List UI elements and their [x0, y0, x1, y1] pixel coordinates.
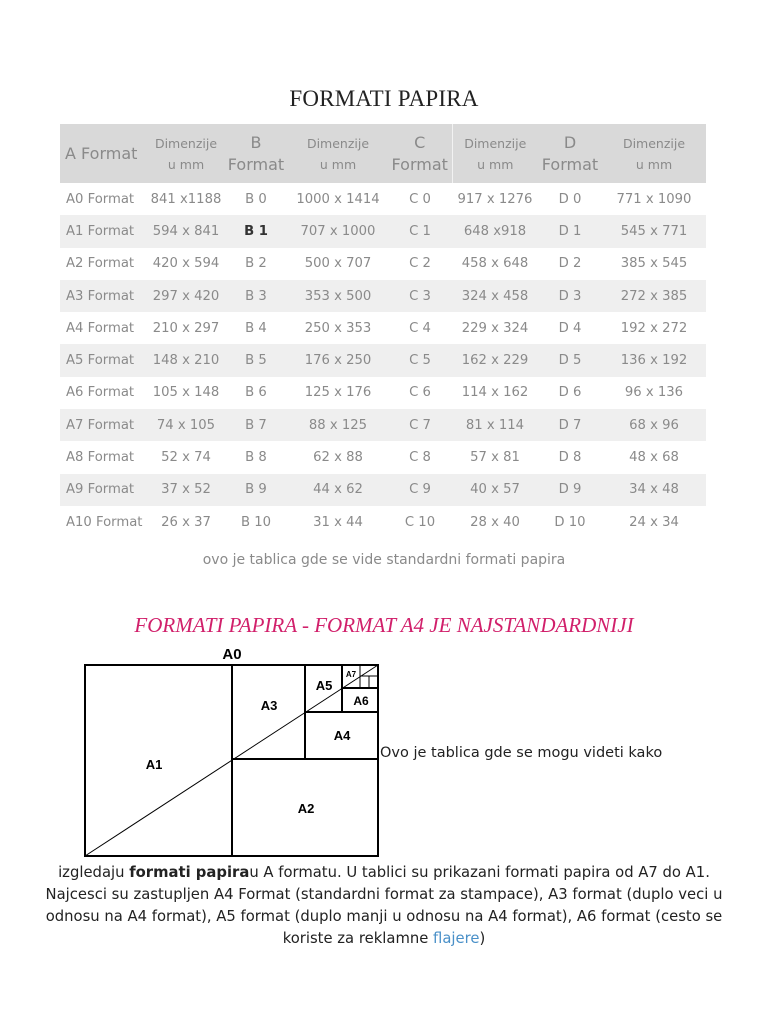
flajere-link[interactable]: flajere	[433, 930, 480, 947]
table-cell: 458 x 648	[461, 256, 529, 272]
paragraph-text: u A formatu. U tablici su prikazani formati papira od A7 do A1. Najcesci su zastupljen A4 Format (standardni format za stampace), A3 format (duplo veci u odnosu na A4 format), A5 format (duplo manji u odnosu na A4 format), A6 format (cesto se koriste za reklamne	[45, 864, 723, 947]
table-cell: C 6	[409, 385, 431, 401]
header-format-line: D	[563, 132, 577, 152]
table-cell: 594 x 841	[148, 215, 224, 247]
table-cell: 385 x 545	[620, 256, 688, 272]
table-cell: A0 Format	[66, 191, 135, 207]
table-cell: C 4	[409, 320, 431, 336]
table-cell: A3 Format	[60, 280, 148, 312]
table-cell: 44 x 62	[288, 474, 388, 506]
header-dims-line: Dimenzije	[154, 135, 218, 151]
header-d-format	[538, 124, 602, 183]
table-cell: D 6	[558, 385, 582, 401]
label-a0: A0	[222, 646, 242, 663]
header-dims-line: u mm	[477, 156, 514, 172]
table-cell: A1 Format	[60, 215, 148, 247]
table-cell: A2 Format	[66, 256, 135, 272]
table-row	[60, 377, 706, 409]
table-row	[60, 506, 706, 538]
table-cell: 420 x 594	[152, 256, 220, 272]
table-cell: A7 Format	[60, 409, 148, 441]
table-cell: 74 x 105	[148, 409, 224, 441]
table-cell: D 10	[554, 514, 586, 530]
section-title: FORMATI PAPIRA - FORMAT A4 JE NAJSTANDARDNIJI	[134, 613, 634, 637]
paragraph-text: izgledaju	[58, 864, 130, 881]
table-cell: 31 x 44	[313, 514, 363, 530]
table-cell: 96 x 136	[624, 385, 684, 401]
table-cell: A5 Format	[60, 344, 148, 376]
header-format-line: C	[414, 132, 426, 152]
table-cell: D 1	[538, 215, 602, 247]
table-cell: 136 x 192	[602, 344, 706, 376]
table-cell: 176 x 250	[288, 344, 388, 376]
table-cell: C 5	[388, 344, 452, 376]
label-a1: A1	[145, 757, 163, 772]
table-cell: 229 x 324	[461, 320, 529, 336]
table-body	[60, 183, 706, 538]
table-row	[60, 441, 706, 473]
table-cell: 1000 x 1414	[296, 191, 380, 207]
table-cell: 52 x 74	[161, 450, 211, 466]
header-format-line: Format	[391, 154, 448, 174]
table-cell: 34 x 48	[602, 474, 706, 506]
header-dims-line: Dimenzije	[464, 135, 527, 151]
label-a5: A5	[315, 678, 333, 693]
table-cell: 68 x 96	[602, 409, 706, 441]
table-cell: C 2	[409, 256, 431, 272]
table-row	[60, 344, 706, 376]
table-row	[60, 248, 706, 280]
table-cell: 62 x 88	[313, 450, 363, 466]
header-dims-line: u mm	[319, 156, 357, 172]
table-row	[60, 474, 706, 506]
diagram-side-text: Ovo je tablica gde se mogu videti kako	[380, 745, 663, 761]
table-cell: 37 x 52	[148, 474, 224, 506]
header-dims-line: u mm	[635, 156, 673, 172]
table-cell: C 3	[388, 280, 452, 312]
header-dims-line: Dimenzije	[622, 135, 686, 151]
table-caption: ovo je tablica gde se vide standardni formati papira	[202, 552, 566, 568]
table-cell: D 4	[558, 320, 582, 336]
paper-formats-table	[60, 124, 706, 538]
table-cell: B 6	[245, 385, 267, 401]
header-b-dimensions	[288, 124, 388, 183]
table-cell: D 3	[538, 280, 602, 312]
table-row	[60, 215, 706, 247]
header-a-dimensions	[148, 124, 224, 183]
table-cell: C 10	[404, 514, 436, 530]
table-cell: B 5	[224, 344, 288, 376]
table-cell: D 2	[558, 256, 582, 272]
header-c-format	[388, 124, 452, 183]
page-title: FORMATI PAPIRA	[289, 86, 479, 111]
table-cell: C 1	[388, 215, 452, 247]
table-cell: 297 x 420	[148, 280, 224, 312]
table-cell: D 0	[558, 191, 582, 207]
table-cell: 545 x 771	[602, 215, 706, 247]
table-cell: B 8	[245, 450, 267, 466]
table-cell: B 1	[224, 215, 288, 247]
table-cell: B 2	[245, 256, 267, 272]
table-cell: C 8	[409, 450, 431, 466]
header-c-dimensions	[452, 124, 538, 183]
table-cell: 648 x918	[452, 215, 538, 247]
description-paragraph	[40, 862, 728, 950]
header-format-line: B	[250, 132, 262, 152]
table-cell: 148 x 210	[148, 344, 224, 376]
paragraph-text: )	[479, 930, 486, 947]
header-dims-line: Dimenzije	[306, 135, 370, 151]
table-cell: A10 Format	[66, 514, 143, 530]
label-a3: A3	[260, 698, 278, 713]
table-row	[60, 312, 706, 344]
header-dims-line: u mm	[167, 156, 205, 172]
table-cell: D 8	[558, 450, 582, 466]
table-cell: 210 x 297	[152, 320, 220, 336]
table-cell: 26 x 37	[161, 514, 211, 530]
table-cell: B 4	[245, 320, 267, 336]
table-row	[60, 183, 706, 215]
table-cell: 771 x 1090	[616, 191, 692, 207]
table-cell: 250 x 353	[304, 320, 372, 336]
label-a6: A6	[353, 694, 369, 708]
a-format-diagram	[80, 642, 380, 860]
table-cell: 88 x 125	[288, 409, 388, 441]
table-cell: 114 x 162	[461, 385, 529, 401]
table-cell: D 9	[538, 474, 602, 506]
table-cell: 841 x1188	[150, 191, 222, 207]
table-cell: A4 Format	[66, 320, 135, 336]
table-cell: 917 x 1276	[457, 191, 533, 207]
table-cell: 24 x 34	[629, 514, 679, 530]
table-header-row	[60, 124, 706, 183]
table-cell: 192 x 272	[620, 320, 688, 336]
table-cell: 105 x 148	[152, 385, 220, 401]
table-cell: C 0	[409, 191, 431, 207]
table-cell: 125 x 176	[304, 385, 372, 401]
label-a2: A2	[297, 801, 315, 816]
table-cell: 57 x 81	[470, 450, 520, 466]
table-row	[60, 409, 706, 441]
table-cell: 707 x 1000	[288, 215, 388, 247]
table-cell: B 3	[224, 280, 288, 312]
table-cell: 40 x 57	[452, 474, 538, 506]
table-cell: A8 Format	[66, 450, 135, 466]
table-cell: 28 x 40	[470, 514, 520, 530]
table-cell: B 9	[224, 474, 288, 506]
table-cell: C 9	[388, 474, 452, 506]
table-cell: 324 x 458	[452, 280, 538, 312]
table-cell: B 7	[224, 409, 288, 441]
header-b-format	[224, 124, 288, 183]
table-cell: B 0	[245, 191, 267, 207]
header-format-line: Format	[227, 154, 285, 174]
table-cell: D 5	[538, 344, 602, 376]
table-cell: 500 x 707	[304, 256, 372, 272]
header-format-line: Format	[541, 154, 599, 174]
table-cell: 162 x 229	[452, 344, 538, 376]
table-cell: 272 x 385	[602, 280, 706, 312]
header-d-dimensions	[602, 124, 706, 183]
table-cell: 81 x 114	[452, 409, 538, 441]
table-row	[60, 280, 706, 312]
header-a-format: A Format	[60, 124, 148, 183]
table-cell: 353 x 500	[288, 280, 388, 312]
table-cell: A9 Format	[60, 474, 148, 506]
label-a4: A4	[333, 728, 351, 743]
table-cell: B 10	[240, 514, 272, 530]
table-cell: 48 x 68	[629, 450, 679, 466]
table-cell: A6 Format	[66, 385, 135, 401]
paragraph-bold: formati papira	[129, 864, 250, 881]
table-cell: C 7	[388, 409, 452, 441]
table-cell: D 7	[538, 409, 602, 441]
label-a7: A7	[345, 670, 357, 679]
